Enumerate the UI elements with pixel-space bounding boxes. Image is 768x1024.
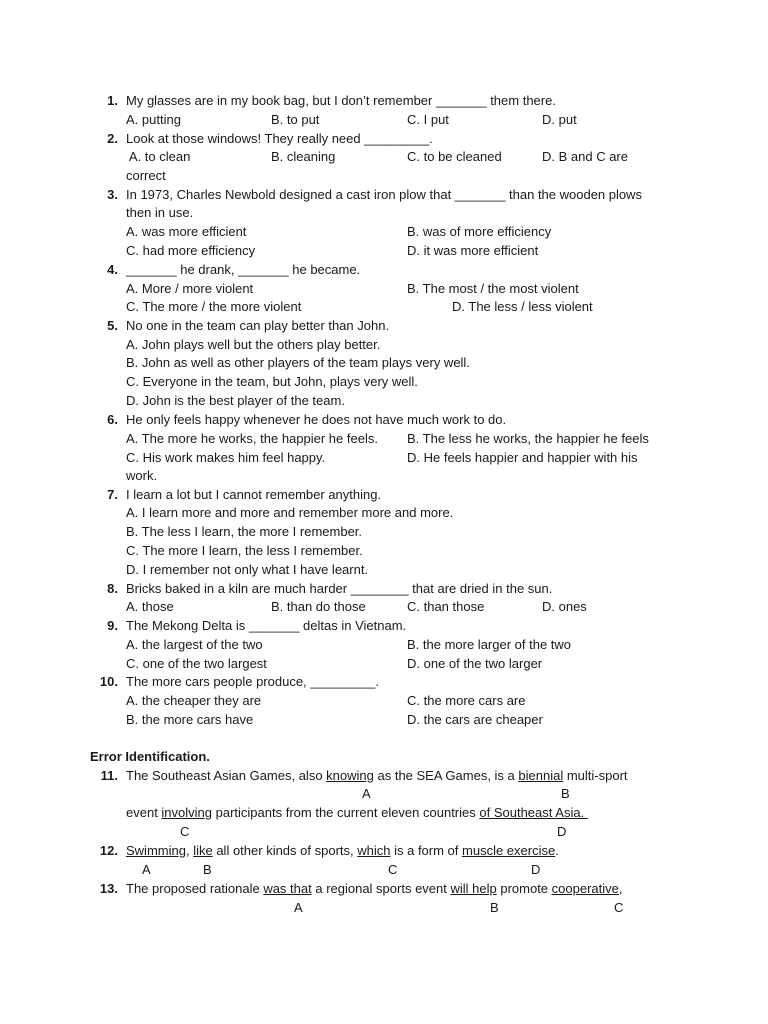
- question-stem: Look at those windows! They really need _________.: [126, 131, 433, 146]
- option: C. the more cars are: [407, 693, 526, 708]
- option: C. to be cleaned: [407, 149, 502, 164]
- option: B. John as well as other players of the team plays very well.: [126, 355, 470, 370]
- question-number: 7.: [107, 487, 118, 502]
- underlined-option-c: involving: [161, 805, 213, 820]
- option: D. ones: [542, 599, 587, 614]
- sentence-text: as the SEA Games, is a: [373, 768, 519, 783]
- underlined-option-b: like: [193, 843, 213, 858]
- option: C. I put: [407, 112, 449, 127]
- underlined-option-a: knowing: [326, 768, 374, 783]
- sentence-text: ,: [618, 881, 623, 896]
- option: D. I remember not only what I have learnt.: [126, 562, 369, 577]
- option: C. The more I learn, the less I remember.: [126, 543, 363, 558]
- underlined-option-d: of Southeast Asia.: [479, 805, 588, 820]
- question-number: 3.: [107, 187, 118, 202]
- option: B. than do those: [271, 599, 366, 614]
- option-letter: B: [561, 786, 570, 801]
- option: D. one of the two larger: [407, 656, 543, 671]
- question-stem: The more cars people produce, _________.: [126, 674, 379, 689]
- sentence-text: multi-sport: [563, 768, 628, 783]
- question-number: 8.: [107, 581, 118, 596]
- question-number: 9.: [107, 618, 118, 633]
- sentence-text: a regional sports event: [311, 881, 451, 896]
- option: B. The less he works, the happier he feels: [407, 431, 649, 446]
- option-letter: C: [180, 824, 190, 839]
- sentence-text: .: [555, 843, 559, 858]
- question-number: 11.: [100, 768, 118, 783]
- option: D. The less / less violent: [452, 299, 593, 314]
- question-stem: My glasses are in my book bag, but I don’t remember _______ them there.: [126, 93, 556, 108]
- option: B. to put: [271, 112, 320, 127]
- option: C. had more efficiency: [126, 243, 256, 258]
- option-letter: A: [142, 862, 151, 877]
- option: A. John plays well but the others play better.: [126, 337, 381, 352]
- underlined-option-d: muscle exercise: [462, 843, 556, 858]
- question-stem: The Mekong Delta is _______ deltas in Vietnam.: [126, 618, 407, 633]
- option: A. the largest of the two: [126, 637, 263, 652]
- error-sentence-continuation: [126, 804, 588, 822]
- option: B. cleaning: [271, 149, 336, 164]
- question-number: 13.: [99, 881, 118, 896]
- option: D. John is the best player of the team.: [126, 393, 345, 408]
- sentence-text: The Southeast Asian Games, also: [126, 768, 327, 783]
- error-sentence: [126, 842, 559, 860]
- option-continuation: work.: [126, 468, 158, 483]
- sentence-text: event: [126, 805, 162, 820]
- question-stem: _______ he drank, _______ he became.: [126, 262, 361, 277]
- option: D. the cars are cheaper: [407, 712, 543, 727]
- option: D. He feels happier and happier with his: [407, 450, 638, 465]
- question-stem: I learn a lot but I cannot remember anything.: [126, 487, 382, 502]
- sentence-text: The proposed rationale: [126, 881, 264, 896]
- option: A. putting: [126, 112, 181, 127]
- option-continuation: correct: [126, 168, 166, 183]
- option: B. the more larger of the two: [407, 637, 572, 652]
- option: C. than those: [407, 599, 485, 614]
- option: D. it was more efficient: [407, 243, 539, 258]
- option: B. was of more efficiency: [407, 224, 552, 239]
- option: C. The more / the more violent: [126, 299, 302, 314]
- option: D. B and C are: [542, 149, 628, 164]
- sentence-text: all other kinds of sports,: [212, 843, 358, 858]
- question-stem: In 1973, Charles Newbold designed a cast iron plow that _______ than the wooden plows: [126, 187, 643, 202]
- option: A. was more efficient: [126, 224, 247, 239]
- question-number: 4.: [107, 262, 118, 277]
- section-heading: Error Identification.: [90, 749, 210, 764]
- option: B. The less I learn, the more I remember.: [126, 524, 363, 539]
- option: C. Everyone in the team, but John, plays very well.: [126, 374, 418, 389]
- option-letter: C: [614, 900, 624, 915]
- option-letter: D: [557, 824, 567, 839]
- option: A. to clean: [126, 149, 191, 164]
- question-number: 10.: [99, 674, 118, 689]
- question-number: 2.: [107, 131, 118, 146]
- question-number: 12.: [99, 843, 118, 858]
- option-letter: B: [203, 862, 212, 877]
- option: C. one of the two largest: [126, 656, 267, 671]
- sentence-text: is a form of: [390, 843, 463, 858]
- underlined-option-c: cooperative: [551, 881, 619, 896]
- question-stem-continuation: then in use.: [126, 205, 194, 220]
- option-letter: A: [294, 900, 303, 915]
- error-sentence: [126, 880, 623, 898]
- sentence-text: participants from the current eleven countries: [212, 805, 480, 820]
- option-letter: D: [531, 862, 541, 877]
- option: C. His work makes him feel happy.: [126, 450, 326, 465]
- option-letter: C: [388, 862, 398, 877]
- underlined-option-a: was that: [263, 881, 312, 896]
- question-stem: He only feels happy whenever he does not have much work to do.: [126, 412, 507, 427]
- option-letter: A: [362, 786, 371, 801]
- option: A. I learn more and more and remember more and more.: [126, 505, 454, 520]
- question-number: 1.: [107, 93, 118, 108]
- question-stem: No one in the team can play better than John.: [126, 318, 390, 333]
- question-stem: Bricks baked in a kiln are much harder ________ that are dried in the sun.: [126, 581, 553, 596]
- underlined-option-b: will help: [450, 881, 497, 896]
- option: B. the more cars have: [126, 712, 254, 727]
- question-number: 6.: [107, 412, 118, 427]
- error-sentence: [126, 767, 628, 785]
- option: B. The most / the most violent: [407, 281, 579, 296]
- underlined-option-a: Swimming: [126, 843, 186, 858]
- option-letter: B: [490, 900, 499, 915]
- underlined-option-b: biennial: [518, 768, 564, 783]
- option: A. those: [126, 599, 174, 614]
- question-number: 5.: [107, 318, 118, 333]
- sentence-text: promote: [496, 881, 552, 896]
- option: A. The more he works, the happier he feels.: [126, 431, 378, 446]
- underlined-option-c: which: [357, 843, 391, 858]
- option: A. More / more violent: [126, 281, 254, 296]
- sentence-text: ,: [185, 843, 194, 858]
- option: D. put: [542, 112, 577, 127]
- option: A. the cheaper they are: [126, 693, 262, 708]
